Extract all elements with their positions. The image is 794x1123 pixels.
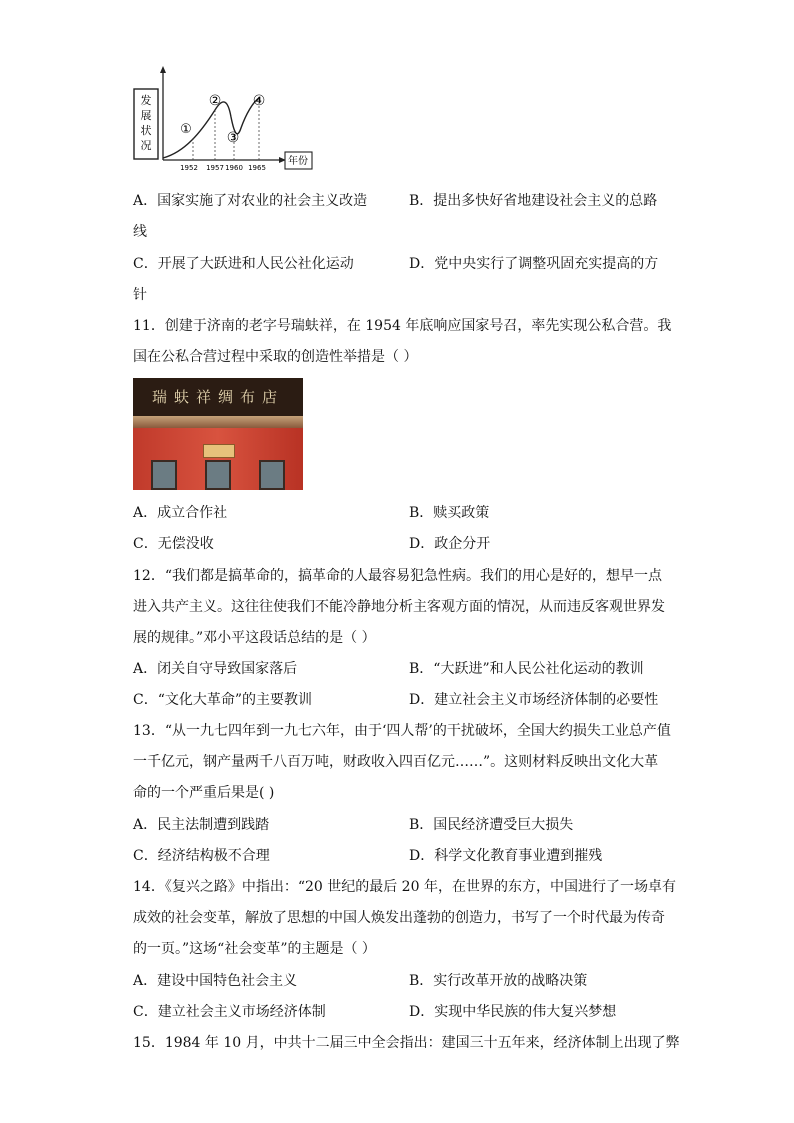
ruifuxiang-shop-photo xyxy=(133,378,303,490)
x-tick-1965: 1965 xyxy=(248,164,266,172)
q10-option-b-cont: 线 xyxy=(133,224,147,240)
shop-door-left xyxy=(151,460,177,490)
ylabel-char-2: 展 xyxy=(140,109,152,122)
q11-option-b[interactable]: B．赎买政策 xyxy=(409,505,490,521)
point-marker-1: ① xyxy=(180,122,192,137)
q13-option-d[interactable]: D．科学文化教育事业遭到摧残 xyxy=(409,848,603,864)
q14-options-row-1 xyxy=(133,971,663,991)
point-marker-2: ② xyxy=(208,93,222,109)
q13-stem-line-1: 13．“从一九七四年到一九七六年，由于‘四人帮’的干扰破坏，全国大约损失工业总产值 xyxy=(133,723,671,739)
shop-sign: 瑞蚨祥绸布店 xyxy=(133,378,303,416)
q11-option-c[interactable]: C．无偿没收 xyxy=(133,536,214,552)
q10-option-d-cont: 针 xyxy=(133,287,147,303)
shop-eave xyxy=(133,416,303,428)
q14-option-a[interactable]: A．建设中国特色社会主义 xyxy=(133,973,298,989)
ylabel-char-4: 况 xyxy=(140,139,152,152)
q13-options-row-1 xyxy=(133,815,663,835)
q11-stem-line-1: 11．创建于济南的老字号瑞蚨祥，在 1954 年底响应国家号召，率先实现公私合营。我 xyxy=(133,318,672,334)
q11-option-a[interactable]: A．成立合作社 xyxy=(133,505,228,521)
q12-options-row-1 xyxy=(133,659,663,679)
q14-option-b[interactable]: B．实行改革开放的战略决策 xyxy=(409,973,588,989)
ylabel-char-3: 状 xyxy=(140,124,152,137)
development-chart xyxy=(133,62,313,174)
q12-option-d[interactable]: D．建立社会主义市场经济体制的必要性 xyxy=(409,692,659,708)
q13-option-b[interactable]: B．国民经济遭受巨大损失 xyxy=(409,817,574,833)
q13-option-c[interactable]: C．经济结构极不合理 xyxy=(133,848,270,864)
q14-option-d[interactable]: D．实现中华民族的伟大复兴梦想 xyxy=(409,1004,617,1020)
x-tick-1960: 1960 xyxy=(225,164,243,172)
q12-option-a[interactable]: A．闭关自守导致国家落后 xyxy=(133,661,298,677)
q14-options-row-2 xyxy=(133,1002,663,1022)
q10-options-row-1 xyxy=(133,191,663,211)
ylabel-char-1: 发 xyxy=(140,94,152,107)
q10-option-b[interactable]: B．提出多快好省地建设社会主义的总路 xyxy=(409,193,658,209)
development-chart-svg xyxy=(133,62,313,174)
point-marker-4: ④ xyxy=(252,93,266,109)
q13-stem-line-2: 一千亿元，钢产量两千八百万吨，财政收入四百亿元……”。这则材料反映出文化大革 xyxy=(133,754,659,770)
q12-stem-line-1: 12．“我们都是搞革命的，搞革命的人最容易犯急性病。我们的用心是好的，想早一点 xyxy=(133,568,662,584)
q14-stem-line-2: 成效的社会变革，解放了思想的中国人焕发出蓬勃的创造力，书写了一个时代最为传奇 xyxy=(133,910,665,926)
q10-option-a[interactable]: A．国家实施了对农业的社会主义改造 xyxy=(133,193,368,209)
q14-option-c[interactable]: C．建立社会主义市场经济体制 xyxy=(133,1004,326,1020)
q11-stem-line-2: 国在公私合营过程中采取的创造性举措是（ ） xyxy=(133,349,418,365)
shop-plaque xyxy=(203,444,235,458)
q14-stem-line-3: 的一页。”这场“社会变革”的主题是（ ） xyxy=(133,941,376,957)
q11-options-row-2 xyxy=(133,534,663,554)
q12-option-b[interactable]: B．“大跃进”和人民公社化运动的教训 xyxy=(409,661,644,677)
q10-option-d[interactable]: D．党中央实行了调整巩固充实提高的方 xyxy=(409,256,659,272)
q12-stem-line-3: 展的规律。”邓小平这段话总结的是（ ） xyxy=(133,630,376,646)
point-marker-3: ③ xyxy=(226,130,240,146)
q11-option-d[interactable]: D．政企分开 xyxy=(409,536,491,552)
q12-stem-line-2: 进入共产主义。这往往使我们不能冷静地分析主客观方面的情况，从而违反客观世界发 xyxy=(133,599,665,615)
q13-option-a[interactable]: A．民主法制遭到践踏 xyxy=(133,817,270,833)
q12-options-row-2 xyxy=(133,690,663,710)
shop-door-center xyxy=(205,460,231,490)
x-tick-1952: 1952 xyxy=(180,164,198,172)
q13-options-row-2 xyxy=(133,846,663,866)
q10-option-c[interactable]: C．开展了大跃进和人民公社化运动 xyxy=(133,256,354,272)
q13-stem-line-3: 命的一个严重后果是( ) xyxy=(133,785,275,801)
q15-stem-line-1: 15．1984 年 10 月，中共十二届三中全会指出：建国三十五年来，经济体制上出现了弊 xyxy=(133,1035,680,1051)
x-tick-1957: 1957 xyxy=(206,164,224,172)
y-axis-arrow xyxy=(160,66,166,73)
shop-door-right xyxy=(259,460,285,490)
q12-option-c[interactable]: C．“文化大革命”的主要教训 xyxy=(133,692,313,708)
q14-stem-line-1: 14．《复兴之路》中指出：“20 世纪的最后 20 年，在世界的东方，中国进行了一场卓有 xyxy=(133,879,676,895)
xlabel-text: 年份 xyxy=(288,156,308,167)
q10-options-row-2 xyxy=(133,254,663,274)
q11-options-row-1 xyxy=(133,503,663,523)
